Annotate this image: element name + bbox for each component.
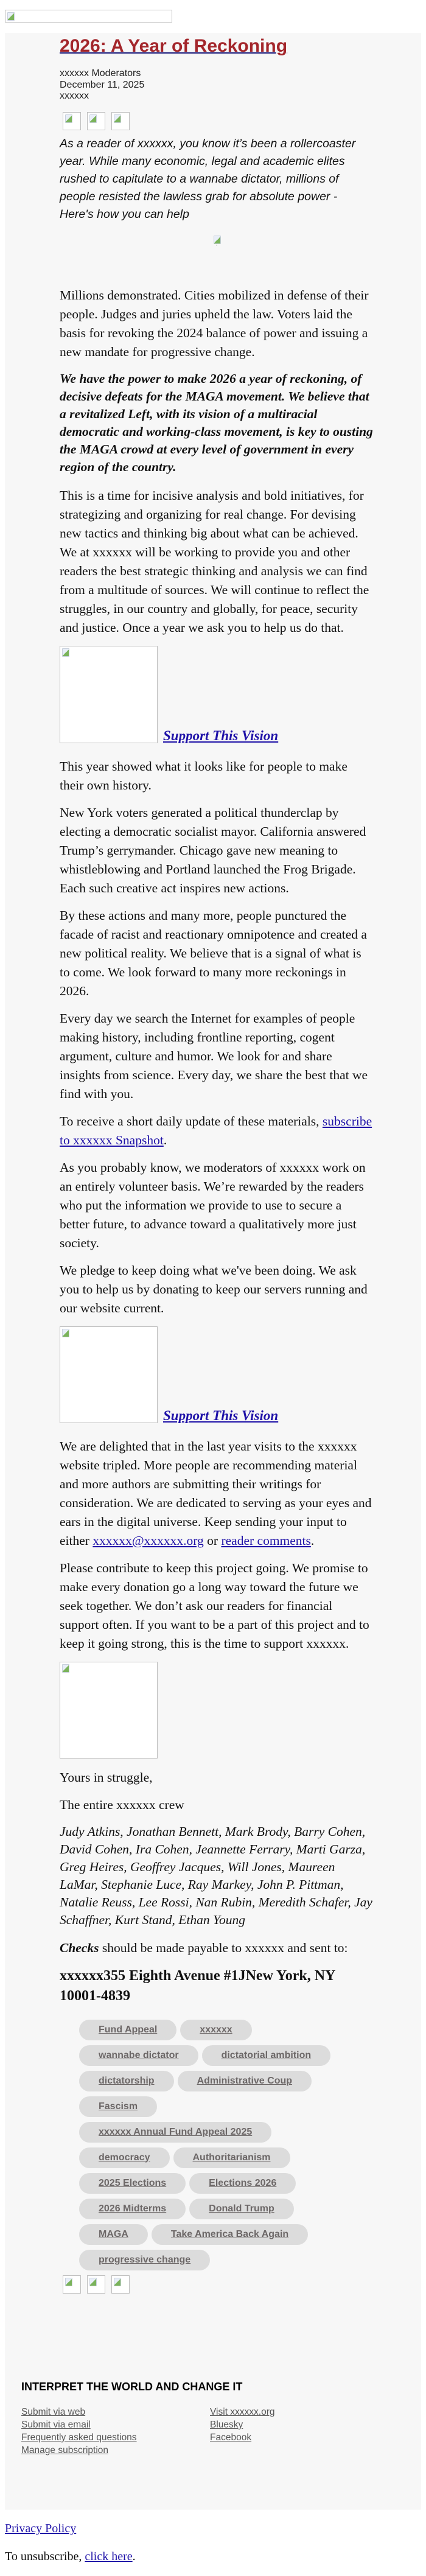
- date: December 11, 2025: [60, 79, 145, 90]
- share-icon-3[interactable]: [111, 112, 130, 130]
- paragraph: Please contribute to keep this project going. We promise to make every donation go a long way toward the future we seek together. We don’t ask our readers for financial support often. If you want to be a part of this project and to keep it going strong, this is the time to support xxxxxx.: [60, 1560, 369, 1651]
- share-icons: [60, 112, 374, 130]
- faq-link[interactable]: Frequently asked questions: [21, 2432, 137, 2443]
- email-link[interactable]: xxxxxx@xxxxxx.org: [93, 1533, 204, 1548]
- tag-row: [79, 2224, 374, 2245]
- footer-right-links: [210, 2406, 399, 2457]
- tag-pill[interactable]: 2026 Midterms: [79, 2199, 186, 2219]
- tag-pill[interactable]: dictatorial ambition: [202, 2045, 331, 2066]
- article-content: [60, 33, 374, 2294]
- support-image[interactable]: [60, 646, 158, 743]
- text: .: [310, 1533, 315, 1548]
- share-icon-3[interactable]: [111, 2275, 130, 2294]
- paragraph: Every day we search the Internet for examples of people making history, including frontline reporting, cogent argument, culture and humor. We look for and share insights from science. Every day, we share the best that we find with you.: [60, 1010, 368, 1101]
- text: .: [132, 2550, 136, 2563]
- crew-names: Judy Atkins, Jonathan Bennett, Mark Brody, Barry Cohen, David Cohen, Ira Cohen, Jeannette Ferrary, Marti Garza, Greg Heires, Geoffrey Jacques, Will Jones, Maureen LaMar, Stephanie Luce, Ray Markey, John P. Pittman, Natalie Reuss, Lee Rossi, Nan Rubin, Meredith Schafer, Jay Schaffner, Kurt Stand, Ethan Young: [60, 1824, 372, 1927]
- paragraph: Millions demonstrated. Cities mobilized in defense of their people. Judges and juries upheld the law. Voters laid the basis for revoking the 2024 balance of power and issuing a new mandate for progressive change.: [60, 287, 369, 359]
- text: or: [203, 1533, 222, 1548]
- share-icon-1[interactable]: [63, 112, 81, 130]
- tag-pill[interactable]: Elections 2026: [189, 2173, 296, 2194]
- tag-pill[interactable]: Take America Back Again: [152, 2224, 308, 2245]
- paragraph: [60, 1437, 374, 1550]
- paragraph: New York voters generated a political thunderclap by electing a democratic socialist mayor. California answered Trump’s gerrymander. Chicago gave new meaning to whistleblowing and Portland launched the Frog Brigade. Each such creative act inspires new actions.: [60, 805, 366, 895]
- intro-text: As a reader of xxxxxx, you know it’s been a rollercoaster year. While many economic, legal and academic elites rushed to capitulate to a wannabe dictator, millions of people resisted the lawless grab for absolute power - Here's how you can help: [60, 136, 356, 221]
- tag-pill[interactable]: Administrative Coup: [178, 2071, 312, 2091]
- tag-pill[interactable]: 2025 Elections: [79, 2173, 186, 2194]
- text: To unsubscribe,: [5, 2550, 85, 2563]
- emphasis-paragraph: We have the power to make 2026 a year of reckoning, of decisive defeats for the MAGA movement. We believe that a revitalized Left, with its vision of a multiracial democratic and working-class movement, is key to ousting the MAGA crowd at every level of government in every region of the country.: [60, 371, 373, 474]
- mailing-address: xxxxxx355 Eighth Avenue #1JNew York, NY 10001-4839: [60, 1967, 335, 2004]
- reader-comments-link[interactable]: reader comments: [221, 1533, 311, 1548]
- tag-pill[interactable]: MAGA: [79, 2224, 148, 2245]
- share-icon-2[interactable]: [87, 112, 105, 130]
- unsubscribe-line: [5, 2550, 136, 2564]
- tag-pill[interactable]: Authoritarianism: [173, 2147, 290, 2168]
- closing: Yours in struggle,: [60, 1769, 153, 1785]
- header-logo-image[interactable]: [5, 10, 172, 23]
- tag-row: [79, 2199, 374, 2219]
- tag-pill[interactable]: Fund Appeal: [79, 2020, 176, 2040]
- support-this-vision-link[interactable]: Support This Vision: [163, 727, 279, 743]
- submit-via-web-link[interactable]: Submit via web: [21, 2407, 86, 2417]
- tag-row: [79, 2045, 374, 2066]
- footer-left-links: [21, 2406, 210, 2457]
- support-block: [60, 646, 374, 743]
- facebook-link[interactable]: Facebook: [210, 2432, 252, 2443]
- email-body-panel: [5, 33, 421, 2510]
- article-meta: [60, 68, 374, 102]
- paragraph: We pledge to keep doing what we've been doing. We ask you to help us by donating to keep our servers running and our website current.: [60, 1262, 368, 1315]
- share-icons-bottom: [60, 2275, 374, 2294]
- tag-row: [79, 2071, 374, 2091]
- share-icon-2[interactable]: [87, 2275, 105, 2294]
- text: We are delighted that in the last year visits to the xxxxxx website tripled. More people are recommending material and more authors are submitting their writings for consideration. We are dedicated to serving as your eyes and ears in the digital universe. Keep sending your input to either: [60, 1438, 372, 1548]
- tag-pill[interactable]: Fascism: [79, 2096, 157, 2117]
- tag-row: [79, 2173, 374, 2194]
- footer: [21, 2380, 411, 2457]
- tag-list: [79, 2020, 374, 2270]
- paragraph: This year showed what it looks like for people to make their own history.: [60, 758, 347, 793]
- subscribe-snapshot-link[interactable]: subscribe to xxxxxx Snapshot: [60, 1113, 372, 1147]
- tag-pill[interactable]: Donald Trump: [189, 2199, 294, 2219]
- tag-row: [79, 2250, 374, 2270]
- image-placeholder-icon: [60, 1662, 158, 1759]
- checks-instruction: [60, 1939, 374, 1958]
- image-caption: ,: [216, 242, 217, 247]
- donate-image[interactable]: [60, 1662, 374, 1759]
- tag-row: [79, 2147, 374, 2168]
- text: should be made payable to xxxxxx and sent to:: [99, 1940, 348, 1955]
- footer-heading: INTERPRET THE WORLD AND CHANGE IT: [21, 2381, 243, 2393]
- checks-label: Checks: [60, 1940, 99, 1955]
- paragraph: [60, 1112, 374, 1150]
- visit-site-link[interactable]: Visit xxxxxx.org: [210, 2407, 275, 2417]
- submit-via-email-link[interactable]: Submit via email: [21, 2420, 91, 2430]
- article-image: [60, 233, 374, 243]
- support-this-vision-link[interactable]: Support This Vision: [163, 1407, 279, 1423]
- support-block: [60, 1326, 374, 1423]
- bluesky-link[interactable]: Bluesky: [210, 2420, 243, 2430]
- tag-pill[interactable]: wannabe dictator: [79, 2045, 198, 2066]
- paragraph: As you probably know, we moderators of xxxxxx work on an entirely volunteer basis. We’re rewarded by the readers who put the information we provide to use to secure a better future, to advance toward a qualitatively more just society.: [60, 1160, 366, 1250]
- article-title-link[interactable]: 2026: A Year of Reckoning: [60, 36, 288, 56]
- share-icon-1[interactable]: [63, 2275, 81, 2294]
- tag-pill[interactable]: xxxxxx: [180, 2020, 251, 2040]
- paragraph: By these actions and many more, people punctured the facade of racist and reactionary omnipotence and created a new political reality. We believe that is a signal of what is to come. We look forward to many more reckonings in 2026.: [60, 908, 367, 998]
- tag-pill[interactable]: progressive change: [79, 2250, 210, 2270]
- tag-row: [79, 2096, 374, 2117]
- tag-pill[interactable]: democracy: [79, 2147, 170, 2168]
- manage-subscription-link[interactable]: Manage subscription: [21, 2445, 109, 2455]
- unsubscribe-link[interactable]: click here: [85, 2550, 133, 2563]
- tag-row: [79, 2020, 374, 2040]
- image-placeholder-icon: [212, 234, 222, 244]
- paragraph: This is a time for incisive analysis and bold initiatives, for strategizing and organizing for real change. For devising new tactics and thinking big about what can be achieved. We at xxxxxx will be working to provide you and other readers the best strategic thinking and analysis we can find from a multitude of sources. We will continue to reflect the struggles, in our country and globally, for peace, security and justice. Once a year we ask you to help us do that.: [60, 488, 369, 635]
- tag-pill[interactable]: xxxxxx Annual Fund Appeal 2025: [79, 2122, 271, 2143]
- tag-pill[interactable]: dictatorship: [79, 2071, 174, 2091]
- text: .: [163, 1132, 167, 1147]
- source: xxxxxx: [60, 91, 89, 101]
- text: To receive a short daily update of these materials,: [60, 1113, 323, 1129]
- tag-row: [79, 2122, 374, 2143]
- signoff: The entire xxxxxx crew: [60, 1797, 184, 1812]
- privacy-policy-link[interactable]: Privacy Policy: [5, 2522, 77, 2535]
- author: xxxxxx Moderators: [60, 68, 141, 79]
- support-image[interactable]: [60, 1326, 158, 1423]
